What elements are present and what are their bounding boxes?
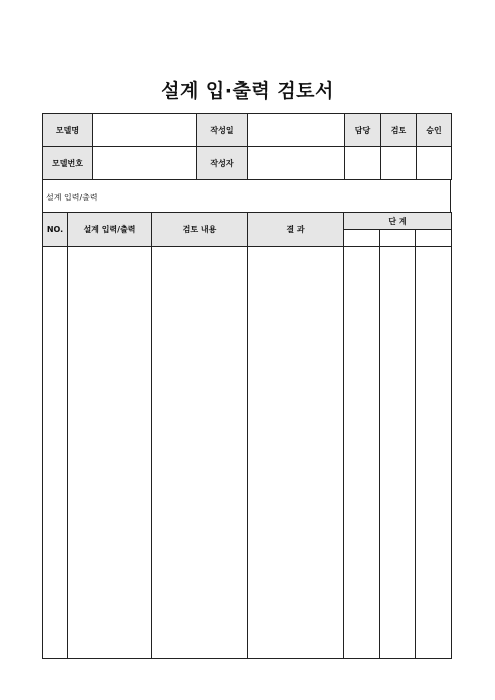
column-header-no: NO. [43,213,68,247]
column-header-stage: 단 계 [344,213,452,230]
stage-cell-1[interactable] [344,230,380,247]
approval-approve-label: 승인 [417,114,452,147]
document-title: 설계 입·출력 검토서 [161,80,334,102]
model-name-field[interactable] [93,114,197,147]
review-table [42,212,452,659]
approval-review-label: 검토 [381,114,417,147]
design-io-column-body[interactable] [68,247,152,659]
section-design-io [42,179,451,213]
model-name-label: 모델명 [43,114,93,147]
approval-review-sign[interactable] [381,147,417,180]
stage-cell-2[interactable] [380,230,416,247]
stage-column-body-2[interactable] [380,247,416,659]
column-header-design-io: 설계 입력/출력 [68,213,152,247]
review-content-column-body[interactable] [152,247,248,659]
no-column-body[interactable] [43,247,68,659]
date-label: 작성일 [197,114,248,147]
stage-cell-3[interactable] [416,230,452,247]
column-header-result: 결 과 [248,213,344,247]
author-label: 작성자 [197,147,248,180]
approval-staff-sign[interactable] [345,147,381,180]
result-column-body[interactable] [248,247,344,659]
stage-column-body-1[interactable] [344,247,380,659]
model-number-label: 모델번호 [43,147,93,180]
date-field[interactable] [248,114,345,147]
header-table [42,113,452,180]
stage-column-body-3[interactable] [416,247,452,659]
model-number-field[interactable] [93,147,197,180]
approval-staff-label: 담당 [345,114,381,147]
section-label: 설계 입력/출력 [46,193,98,202]
column-header-review-content: 검토 내용 [152,213,248,247]
approval-approve-sign[interactable] [417,147,452,180]
author-field[interactable] [248,147,345,180]
